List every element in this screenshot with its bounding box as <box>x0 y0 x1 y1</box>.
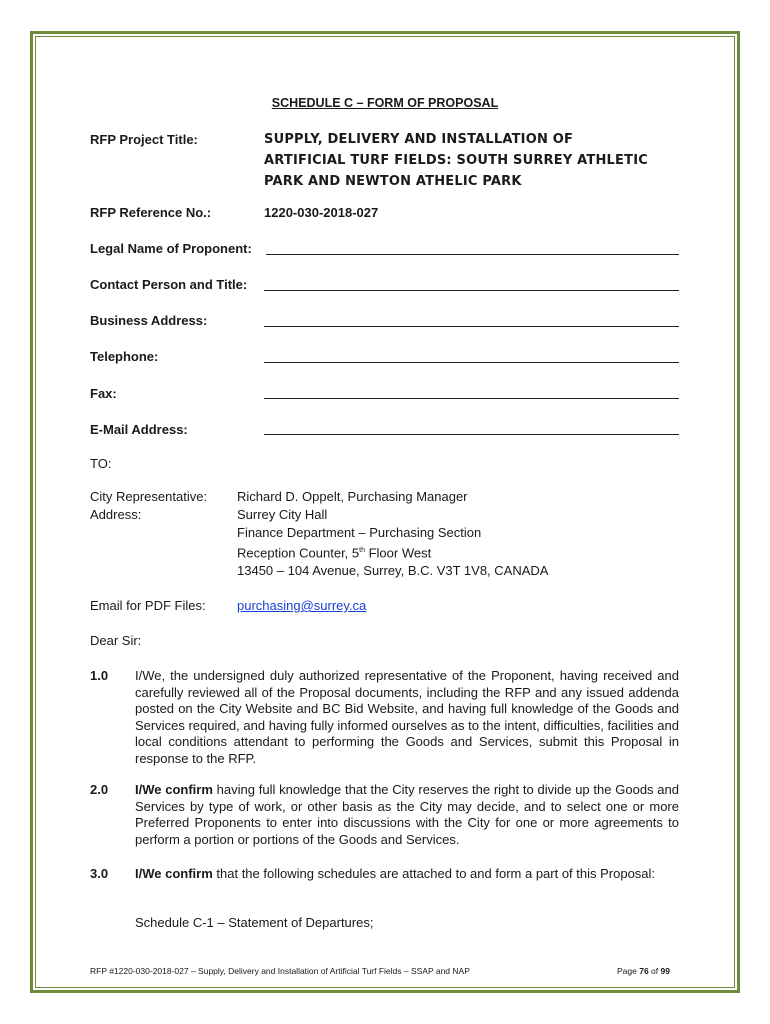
reception-post: Floor West <box>364 545 432 561</box>
address-line <box>237 542 548 562</box>
city-rep-value: Richard D. Oppelt, Purchasing Manager <box>237 489 468 504</box>
contact-person-field[interactable] <box>264 289 679 291</box>
footer-text: RFP #1220-030-2018-027 – Supply, Delivery and Installation of Artificial Turf Fields – SSAP and NAP <box>90 966 470 976</box>
paragraph-body <box>135 668 679 767</box>
paragraph-number: 3.0 <box>90 866 109 881</box>
fax-label: Fax: <box>90 386 117 401</box>
contact-person-label: Contact Person and Title: <box>90 277 248 292</box>
legal-name-label: Legal Name of Proponent: <box>90 241 252 256</box>
page-current: 76 <box>639 966 649 976</box>
address-line: Surrey City Hall <box>237 507 328 522</box>
business-address-label: Business Address: <box>90 313 208 328</box>
paragraph-body <box>135 866 679 883</box>
project-title-line: ARTIFICIAL TURF FIELDS: SOUTH SURREY ATHLETIC <box>264 153 648 168</box>
paragraph-text: that the following schedules are attached to and form a part of this Proposal: <box>212 866 656 881</box>
legal-name-field[interactable] <box>266 253 679 255</box>
paragraph-text: having full knowledge that the City reserves the right to divide up the Goods and Services by type of work, or other basis as the City may decide, and to select one or more Preferred Proponents to enter into discussions with the City for one or more agreements to perform a portion or portions of the Goods and Services. <box>135 782 679 847</box>
schedule-heading: SCHEDULE C – FORM OF PROPOSAL <box>271 96 499 110</box>
schedule-item: Schedule C-1 – Statement of Departures; <box>135 915 374 930</box>
paragraph-number: 2.0 <box>90 782 109 797</box>
email-field[interactable] <box>264 433 679 435</box>
reference-value: 1220-030-2018-027 <box>264 205 379 220</box>
project-title-label: RFP Project Title: <box>90 132 198 147</box>
pdf-email-link[interactable]: purchasing@surrey.ca <box>237 598 367 613</box>
of-word: of <box>648 966 661 976</box>
reception-sup: th <box>359 547 365 554</box>
pdf-email-label: Email for PDF Files: <box>90 598 206 613</box>
telephone-field[interactable] <box>264 361 679 363</box>
address-line: 13450 – 104 Avenue, Surrey, B.C. V3T 1V8, CANADA <box>237 563 549 579</box>
recipient-block <box>237 488 548 580</box>
address-line: Finance Department – Purchasing Section <box>237 525 482 540</box>
reference-label: RFP Reference No.: <box>90 205 212 220</box>
page-number <box>617 966 670 976</box>
telephone-label: Telephone: <box>90 349 159 364</box>
paragraph-body <box>135 782 679 848</box>
project-title-line: SUPPLY, DELIVERY AND INSTALLATION OF <box>264 132 574 147</box>
salutation: Dear Sir: <box>90 633 142 648</box>
project-title-value <box>264 129 648 192</box>
reception-pre: Reception Counter, 5 <box>237 545 360 561</box>
page-total: 99 <box>660 966 670 976</box>
business-address-field[interactable] <box>264 325 679 327</box>
project-title-line: PARK AND NEWTON ATHELIC PARK <box>264 174 522 189</box>
paragraph-number: 1.0 <box>90 668 109 683</box>
email-label: E-Mail Address: <box>90 422 188 437</box>
paragraph-bold: I/We confirm <box>135 782 213 797</box>
fax-field[interactable] <box>264 397 679 399</box>
city-rep-label: City Representative: <box>90 489 208 504</box>
paragraph-bold: I/We confirm <box>135 866 213 881</box>
paragraph-text: I/We, the undersigned duly authorized representative of the Proponent, having received and carefully reviewed all of the Proposal documents, including the RFP and any issued addenda posted on the City Website and BC Bid Website, and having full knowledge of the Goods and Services required, and having fully informed ourselves as to the intent, difficulties, facilities and local conditions attendant to performing the Goods and Services, submit this Proposal in response to the RFP. <box>135 668 679 766</box>
address-label: Address: <box>90 507 142 522</box>
page-word: Page <box>617 966 640 976</box>
to-label: TO: <box>90 456 112 471</box>
